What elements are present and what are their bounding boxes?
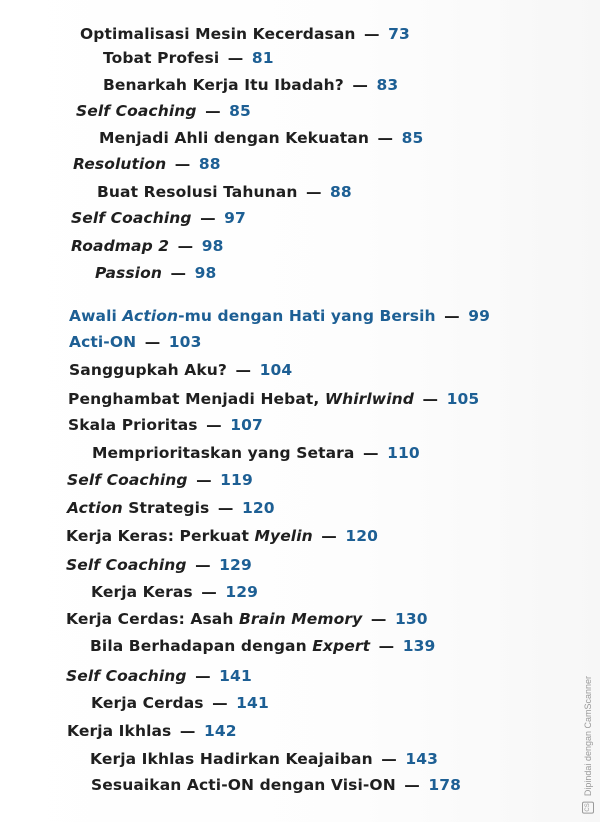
toc-entry	[71, 209, 246, 227]
toc-title-segment: Optimalisasi Mesin Kecerdasan	[80, 25, 356, 43]
toc-entry	[66, 667, 252, 685]
toc-title-segment: Action	[67, 499, 123, 517]
toc-page-number: 98	[194, 264, 217, 282]
toc-separator: —	[398, 776, 426, 794]
toc-separator: —	[346, 76, 374, 94]
toc-separator: —	[212, 499, 239, 517]
toc-page-number: 119	[220, 471, 253, 489]
toc-entry	[99, 129, 423, 147]
scanner-watermark	[582, 676, 594, 814]
toc-page-number: 120	[241, 499, 275, 517]
scanner-watermark-text: Dipindai dengan CamScanner	[583, 676, 593, 797]
toc-title-segment: Buat Resolusi Tahunan	[97, 183, 298, 201]
toc-separator: —	[300, 183, 328, 201]
toc-separator: —	[189, 667, 217, 685]
toc-separator: —	[200, 416, 228, 434]
toc-page-number: 98	[201, 237, 224, 255]
toc-title-segment: Kerja Ikhlas	[67, 722, 172, 740]
toc-entry	[66, 556, 252, 574]
toc-entry-title	[69, 333, 136, 351]
toc-separator: —	[358, 25, 386, 43]
toc-separator: —	[174, 722, 201, 740]
toc-entry-title	[66, 527, 313, 545]
toc-page-number: 83	[376, 76, 399, 94]
toc-entry	[67, 499, 275, 517]
toc-separator: —	[164, 264, 192, 282]
toc-separator: —	[438, 307, 466, 325]
toc-separator: —	[230, 361, 257, 379]
toc-page-number: 139	[402, 637, 436, 655]
toc-page-number: 85	[401, 129, 424, 147]
toc-page-number: 110	[387, 444, 420, 462]
toc-page-number: 178	[428, 776, 462, 794]
toc-entry-title	[76, 102, 197, 120]
toc-entry	[67, 722, 237, 740]
toc-title-segment: Self Coaching	[66, 556, 187, 574]
toc-separator: —	[199, 102, 227, 120]
toc-separator: —	[222, 49, 249, 67]
toc-title-segment: Menjadi Ahli dengan Kekuatan	[99, 129, 369, 147]
toc-title-segment: Self Coaching	[67, 471, 188, 489]
toc-title-segment: Kerja Cerdas	[91, 694, 204, 712]
toc-page-number: 81	[251, 49, 274, 67]
toc-separator: —	[189, 556, 217, 574]
toc-page-number: 103	[168, 333, 202, 351]
toc-separator: —	[172, 237, 199, 255]
toc-page-number: 99	[468, 307, 491, 325]
toc-entry	[90, 637, 435, 655]
toc-page-number: 107	[230, 416, 263, 434]
toc-entry-title	[68, 390, 414, 408]
toc-entry-title	[69, 361, 227, 379]
toc-entry-title	[92, 444, 354, 462]
toc-title-segment: Passion	[95, 264, 162, 282]
toc-title-segment: Roadmap 2	[71, 237, 170, 255]
toc-page-number: 97	[224, 209, 246, 227]
toc-entry	[103, 49, 274, 67]
camscanner-logo-icon: CS	[582, 802, 594, 814]
toc-entry	[66, 527, 378, 545]
toc-title-segment: Kerja Keras: Perkuat	[66, 527, 255, 545]
toc-title-segment: Whirlwind	[324, 390, 414, 408]
toc-entry	[91, 694, 269, 712]
toc-title-segment: Awali	[69, 307, 123, 325]
toc-entry	[103, 76, 398, 94]
toc-entry	[69, 361, 292, 379]
toc-entry	[71, 237, 224, 255]
toc-entry-title	[99, 129, 369, 147]
toc-entry-title	[73, 155, 166, 173]
toc-title-segment: Kerja Keras	[91, 583, 193, 601]
toc-title-segment: Kerja Ikhlas Hadirkan Keajaiban	[90, 750, 373, 768]
toc-entry	[92, 444, 420, 462]
toc-page-number: 141	[219, 667, 252, 685]
toc-title-segment: -mu dengan Hati yang Bersih	[178, 307, 436, 325]
toc-separator: —	[315, 527, 343, 545]
toc-chapter-entry	[69, 307, 490, 325]
toc-page-number: 88	[330, 183, 352, 201]
toc-page-number: 104	[259, 361, 293, 379]
toc-separator: —	[190, 471, 218, 489]
toc-entry-title	[90, 750, 373, 768]
toc-title-segment: Resolution	[73, 155, 167, 173]
toc-entry	[95, 264, 216, 282]
toc-entry	[67, 471, 253, 489]
toc-separator: —	[169, 155, 196, 173]
toc-separator: —	[416, 390, 444, 408]
toc-title-segment: Memprioritaskan yang Setara	[92, 444, 355, 462]
toc-title-segment: Action	[122, 307, 179, 325]
toc-page-number: 88	[198, 155, 221, 173]
toc-page-number: 105	[446, 390, 480, 408]
toc-entry	[76, 102, 251, 120]
toc-title-segment: Sesuaikan Acti-ON dengan Visi-ON	[91, 776, 396, 794]
toc-entry	[91, 776, 461, 794]
toc-entry-title	[71, 237, 169, 255]
toc-title-segment: Self Coaching	[66, 667, 187, 685]
toc-entry-title	[66, 556, 187, 574]
toc-entry-title	[67, 499, 209, 517]
toc-page-number: 120	[345, 527, 379, 545]
toc-page-number: 129	[219, 556, 252, 574]
toc-entry-title	[71, 209, 192, 227]
toc-entry-title	[67, 471, 188, 489]
toc-entry	[66, 610, 428, 628]
toc-entry	[91, 583, 258, 601]
toc-title-segment: Sanggupkah Aku?	[69, 361, 228, 379]
toc-page-number: 85	[229, 102, 251, 120]
toc-entry-title	[91, 776, 396, 794]
toc-page-number: 142	[203, 722, 237, 740]
toc-title-segment: Acti-ON	[69, 333, 137, 351]
toc-title-segment: Penghambat Menjadi Hebat,	[68, 390, 325, 408]
toc-separator: —	[372, 129, 399, 147]
toc-title-segment: Skala Prioritas	[68, 416, 198, 434]
toc-entry-title	[68, 416, 198, 434]
toc-entry-title	[91, 694, 204, 712]
toc-title-segment: Benarkah Kerja Itu Ibadah?	[103, 76, 344, 94]
toc-page-number: 129	[225, 583, 258, 601]
toc-page-number: 73	[388, 25, 410, 43]
toc-separator: —	[373, 637, 400, 655]
toc-separator: —	[206, 694, 234, 712]
toc-entry-title	[69, 307, 436, 325]
toc-entry	[73, 155, 221, 173]
toc-entry-title	[91, 583, 193, 601]
toc-entry	[90, 750, 438, 768]
toc-entry-title	[103, 49, 219, 67]
toc-chapter-entry	[69, 333, 201, 351]
toc-page-number: 141	[236, 694, 269, 712]
toc-title-segment: Self Coaching	[76, 102, 197, 120]
toc-title-segment: Self Coaching	[71, 209, 192, 227]
toc-separator: —	[357, 444, 385, 462]
toc-separator: —	[195, 583, 223, 601]
toc-entry-title	[66, 610, 362, 628]
toc-separator: —	[375, 750, 403, 768]
toc-page-number: 143	[405, 750, 438, 768]
toc-entry-title	[95, 264, 162, 282]
toc-title-segment: Tobat Profesi	[103, 49, 220, 67]
toc-separator: —	[365, 610, 392, 628]
toc-title-segment: Myelin	[254, 527, 313, 545]
toc-separator: —	[194, 209, 222, 227]
toc-page-number: 130	[394, 610, 428, 628]
toc-title-segment: Bila Berhadapan dengan	[90, 637, 313, 655]
toc-entry-title	[90, 637, 370, 655]
toc-title-segment: Expert	[312, 637, 371, 655]
toc-entry-title	[97, 183, 297, 201]
toc-separator: —	[139, 333, 166, 351]
toc-title-segment: Strategis	[122, 499, 210, 517]
toc-entry	[68, 390, 479, 408]
toc-entry	[97, 183, 352, 201]
toc-entry-title	[67, 722, 171, 740]
toc-entry	[68, 416, 263, 434]
toc-entry-title	[103, 76, 344, 94]
toc-entry-title	[80, 25, 356, 43]
toc-entry-title	[66, 667, 187, 685]
toc-entry	[80, 25, 410, 43]
toc-title-segment: Brain Memory	[238, 610, 363, 628]
toc-title-segment: Kerja Cerdas: Asah	[66, 610, 239, 628]
